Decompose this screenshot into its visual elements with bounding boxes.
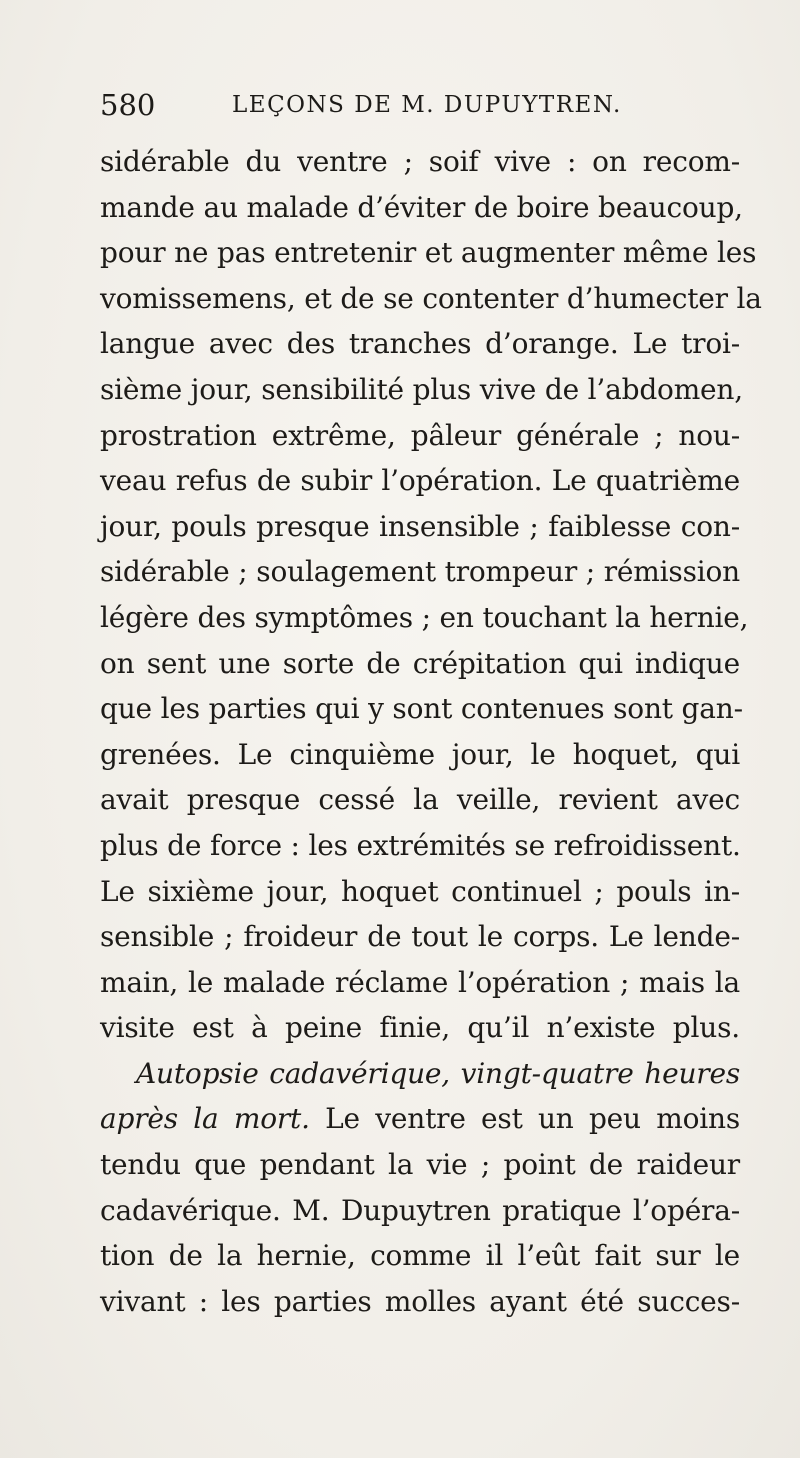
text-line: mande au malade d’éviter de boire beaucoup, — [100, 190, 743, 224]
text-line: cadavérique. M. Dupuytren pratique l’opéra- — [100, 1193, 740, 1227]
text-line: langue avec des tranches d’orange. Le troi- — [100, 327, 740, 361]
text-line: visite est à peine finie, qu’il n’existe plus. — [100, 1011, 740, 1045]
text-line: vivant : les parties molles ayant été succes- — [100, 1284, 740, 1318]
text-line: jour, pouls presque insensible ; faiblesse con- — [100, 509, 740, 543]
text-line: que les parties qui y sont contenues sont gan- — [100, 692, 743, 726]
text-line: tion de la hernie, comme il l’eût fait sur le — [100, 1239, 740, 1273]
text-line: avait presque cessé la veille, revient avec — [100, 783, 740, 817]
text-line: vomissemens, et de se contenter d’humecter la — [100, 281, 762, 315]
text-line: Le sixième jour, hoquet continuel ; pouls in- — [100, 874, 740, 908]
page-header — [100, 88, 720, 128]
page-number: 580 — [100, 88, 156, 122]
body-text — [100, 139, 762, 1324]
autopsy-heading-end: après la mort. — [100, 1102, 310, 1136]
text-line: veau refus de subir l’opération. Le quatrième — [100, 464, 740, 498]
text-line — [100, 1096, 740, 1142]
text-line: main, le malade réclame l’opération ; mais la — [100, 965, 740, 999]
text-fragment: Le ventre est un peu moins — [325, 1102, 740, 1136]
text-line: prostration extrême, pâleur générale ; nou- — [100, 418, 740, 452]
text-line: sidérable du ventre ; soif vive : on recom- — [100, 145, 740, 178]
text-line: grenées. Le cinquième jour, le hoquet, qui — [100, 737, 740, 771]
text-line: sidérable ; soulagement trompeur ; rémission — [100, 555, 740, 589]
text-line: sième jour, sensibilité plus vive de l’abdomen, — [100, 372, 743, 406]
running-head: LEÇONS DE M. DUPUYTREN. — [232, 92, 622, 118]
autopsy-heading: Autopsie cadavérique, vingt-quatre heures — [136, 1056, 740, 1090]
text-line: on sent une sorte de crépitation qui indique — [100, 646, 740, 680]
text-line: plus de force : les extrémités se refroidissent. — [100, 828, 741, 862]
text-line: sensible ; froideur de tout le corps. Le lende- — [100, 920, 740, 954]
text-line: tendu que pendant la vie ; point de raideur — [100, 1148, 740, 1182]
text-line: légère des symptômes ; en touchant la hernie, — [100, 600, 749, 634]
text-line: pour ne pas entretenir et augmenter même les — [100, 236, 757, 270]
